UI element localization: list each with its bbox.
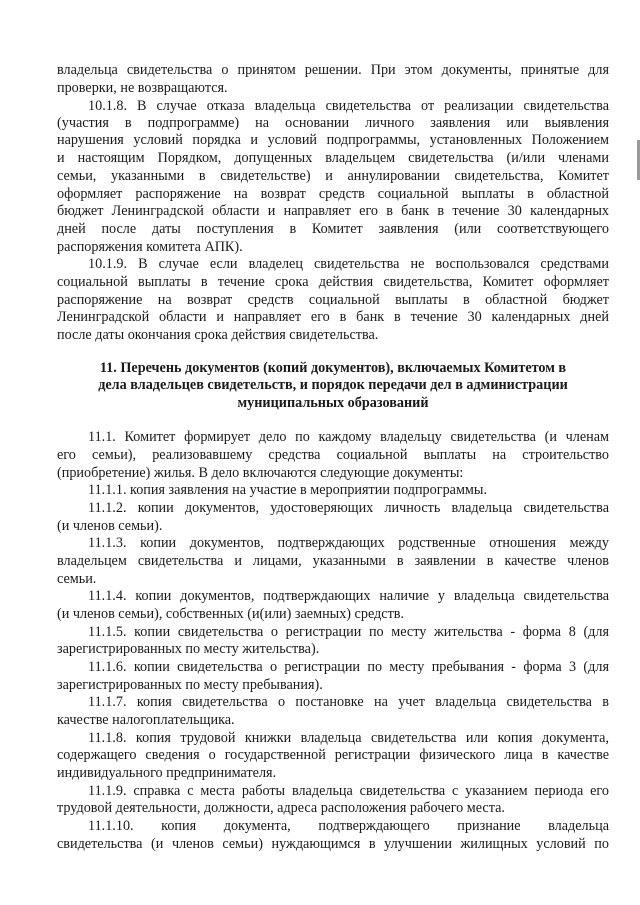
paragraph-line: 11.1.4. копии документов, подтверждающих наличие у владельца свидетельства [88, 588, 609, 604]
paragraph-line: владельца свидетельства о принятом решении. При этом документы, принятые для [57, 62, 609, 78]
section-heading-line: 11. Перечень документов (копий документов), включаемых Комитетом в [99, 360, 567, 376]
paragraph-line: 10.1.8. В случае отказа владельца свидетельства от реализации свидетельства [88, 98, 609, 114]
paragraph-line: 11.1.7. копия свидетельства о постановке на учет владельца свидетельства в [88, 694, 609, 710]
paragraph-line: содержащего сведения о государственной регистрации физического лица в качестве [57, 747, 609, 763]
paragraph-line: проверки, не возвращаются. [57, 80, 228, 96]
paragraph-line: индивидуального предпринимателя. [57, 765, 277, 781]
paragraph-line: распоряжение на возврат средств социальной выплаты в областной бюджет [57, 292, 609, 308]
paragraph-line: дней после даты поступления в Комитет заявления (или соответствующего [57, 221, 609, 237]
paragraph-line: (приобретение) жилья. В дело включаются следующие документы: [57, 465, 464, 481]
paragraph-line: 11.1.1. копия заявления на участие в мероприятии подпрограммы. [88, 482, 487, 498]
paragraph-line: (и членов семьи). [57, 518, 163, 534]
paragraph-line: и настоящим Порядком, допущенных владельцем свидетельства (и/или членами [57, 150, 609, 166]
paragraph-line: семьи, указанными в свидетельстве) и аннулировании свидетельства, Комитет [57, 168, 609, 184]
paragraph-line: 11.1.5. копии свидетельства о регистрации по месту жительства - форма 8 (для [88, 624, 609, 640]
paragraph-line: 11.1.2. копии документов, удостоверяющих личность владельца свидетельства [88, 500, 609, 516]
paragraph-line: (участия в подпрограмме) на основании личного заявления или выявления [57, 115, 609, 131]
paragraph-line: трудовой деятельности, должности, адреса расположения рабочего места. [57, 800, 505, 816]
paragraph-line: семьи. [57, 571, 97, 587]
paragraph-line: распоряжения комитета АПК). [57, 239, 243, 255]
section-heading-line: дела владельцев свидетельств, и порядок передачи дел в администрации [98, 377, 568, 393]
paragraph-line: 10.1.9. В случае если владелец свидетельства не воспользовался средствами [88, 256, 609, 272]
paragraph-line: свидетельства (и членов семьи) нуждающимся в улучшении жилищных условий по [57, 836, 609, 852]
paragraph-line: Ленинградской области и направляет его в банк в течение 30 календарных дней [57, 309, 609, 325]
section-heading-line: муниципальных образований [237, 395, 429, 411]
paragraph-line: его семьи), реализовавшему средства социальной выплаты на строительство [57, 447, 609, 463]
paragraph-line: (и членов семьи), собственных (и(или) заемных) средств. [57, 606, 405, 622]
paragraph-line: бюджет Ленинградской области и направляет его в банк в течение 30 календарных [57, 203, 609, 219]
paragraph-line: 11.1. Комитет формирует дело по каждому владельцу свидетельства (и членам [88, 429, 609, 445]
paragraph-line: социальной выплаты в течение срока действия свидетельства, Комитет оформляет [57, 274, 609, 290]
paragraph-line: 11.1.8. копия трудовой книжки владельца свидетельства или копия документа, [88, 730, 609, 746]
paragraph-line: зарегистрированных по месту жительства). [57, 641, 320, 657]
paragraph-line: оформляет распоряжение на возврат средств социальной выплаты в областной [57, 186, 609, 202]
paragraph-line: зарегистрированных по месту пребывания). [57, 677, 323, 693]
paragraph-line: 11.1.3. копии документов, подтверждающих родственные отношения между [88, 535, 609, 551]
paragraph-line: владельцем свидетельства и лицами, указанными в заявлении в качестве членов [57, 553, 609, 569]
paragraph-line: 11.1.9. справка с места работы владельца свидетельства с указанием периода его [88, 783, 609, 799]
paragraph-line: качестве налогоплательщика. [57, 712, 235, 728]
paragraph-line: 11.1.10. копия документа, подтверждающего признание владельца [88, 818, 609, 834]
paragraph-line: 11.1.6. копии свидетельства о регистрации по месту пребывания - форма 3 (для [88, 659, 609, 675]
paragraph-line: после даты окончания срока действия свидетельства. [57, 327, 379, 343]
paragraph-line: нарушения условий порядка и условий подпрограммы, установленных Положением [57, 132, 609, 148]
